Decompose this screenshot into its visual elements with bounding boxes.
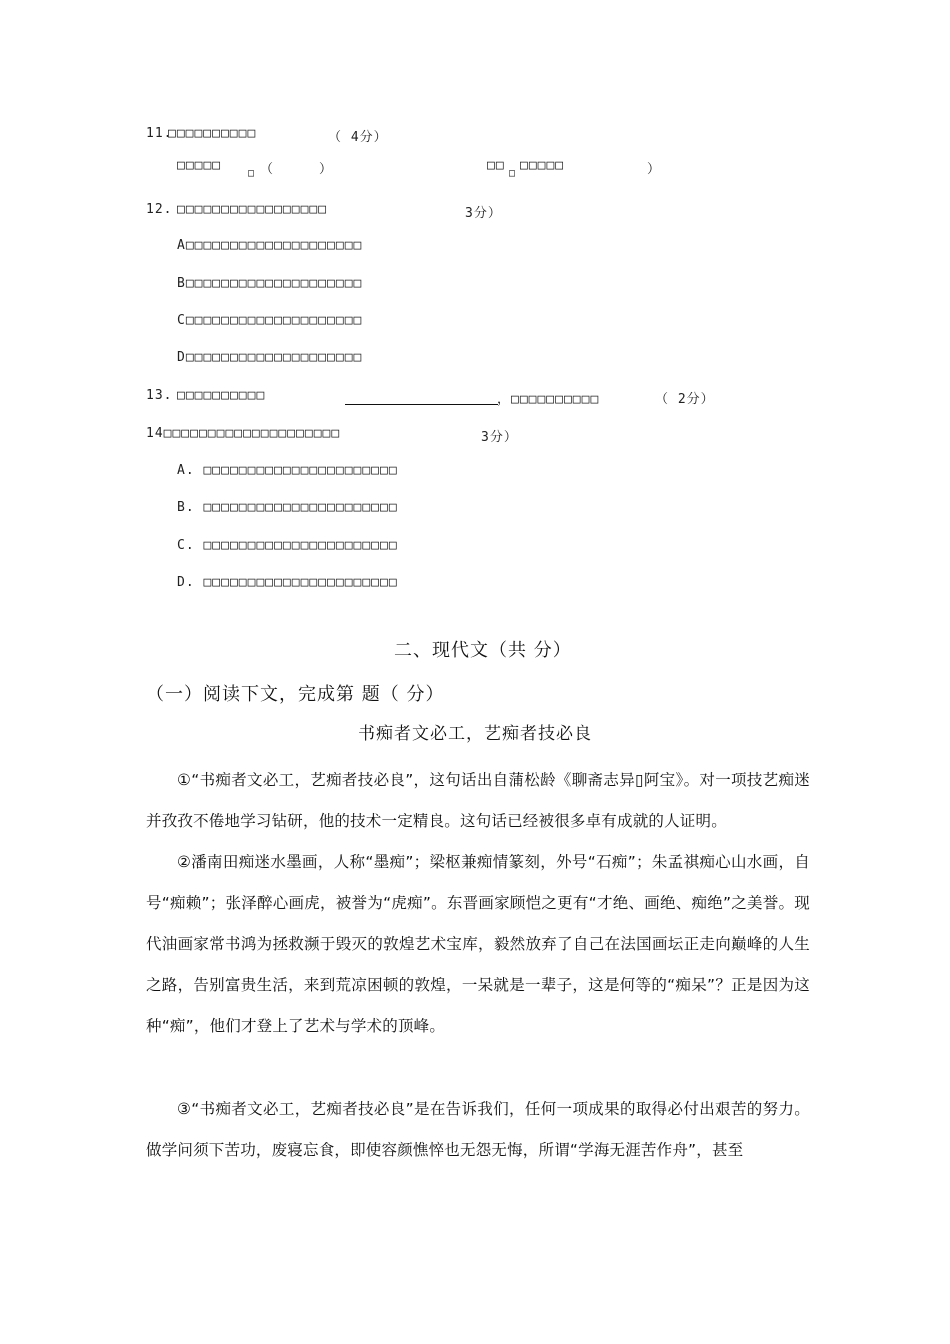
q11-line2-b: （ — [260, 162, 275, 177]
q13-stem: □□□□□□□□□□ — [177, 388, 266, 403]
q13-score: （ 2分） — [655, 392, 715, 407]
q11-line2-e: □□□□□ — [520, 158, 565, 173]
q11-stem: □□□□□□□□□□ — [168, 126, 257, 141]
q14-stem: 14□□□□□□□□□□□□□□□□□□□□ — [146, 426, 341, 441]
q12-stem: □□□□□□□□□□□□□□□□□ — [177, 202, 328, 217]
q12-option-d: D□□□□□□□□□□□□□□□□□□□□ — [177, 350, 363, 365]
article-paragraph-2: ②潘南田痴迷水墨画，人称“墨痴”；梁枢兼痴情篆刻，外号“石痴”；朱孟祺痴心山水画，自号“痴赖”；张泽醉心画虎，被誉为“虎痴”。东晋画家顾恺之更有“才绝、画绝、痴绝”之美誉。现代油画家常书鸿为拯救濒于毁灭的敦煌艺术宝库，毅然放弃了自己在法国画坛正走向巅峰的人生之路，告别富贵生活，来到荒凉困顿的敦煌，一呆就是一辈子，这是何等的“痴呆”？正是因为这种“痴”，他们才登上了艺术与学术的顶峰。 — [146, 853, 810, 1035]
q14-option-b: B. □□□□□□□□□□□□□□□□□□□□□□ — [177, 500, 398, 515]
q11-line2-mark-d: □ — [509, 168, 517, 179]
q12-number: 12. — [146, 202, 173, 217]
q12-option-b: B□□□□□□□□□□□□□□□□□□□□ — [177, 276, 363, 291]
q11-line2-mark-a: □ — [248, 168, 256, 179]
q11-line2-f: ） — [647, 162, 662, 177]
q13-number: 13. — [146, 388, 173, 403]
article-paragraph-3: ③“书痴者文必工，艺痴者技必良”是在告诉我们，任何一项成果的取得必付出艰苦的努力。做学问须下苦功，废寝忘食，即使容颜憔悴也无怨无悔，所谓“学海无涯苦作舟”，甚至 — [146, 1100, 810, 1159]
q14-option-a: A. □□□□□□□□□□□□□□□□□□□□□□ — [177, 463, 398, 478]
article-title: 书痴者文必工，艺痴者技必良 — [358, 724, 592, 744]
q11-line2-a: □□□□□ — [177, 158, 222, 173]
q11-line2-c: ） — [319, 162, 334, 177]
q13-after-blank: ，□□□□□□□□□□ — [497, 392, 600, 407]
q14-option-d: D. □□□□□□□□□□□□□□□□□□□□□□ — [177, 575, 398, 590]
q11-score: （ 4分） — [328, 130, 388, 145]
q12-option-c: C□□□□□□□□□□□□□□□□□□□□ — [177, 313, 363, 328]
article-paragraph-1: ①“书痴者文必工，艺痴者技必良”，这句话出自蒲松龄《聊斋志异▯阿宝》。对一项技艺痴迷并孜孜不倦地学习钻研，他的技术一定精良。这句话已经被很多卓有成就的人证明。 — [146, 771, 810, 830]
q14-score: 3分） — [481, 430, 518, 445]
q11-line2-d: □□ — [487, 158, 505, 173]
q12-option-a: A□□□□□□□□□□□□□□□□□□□□ — [177, 238, 363, 253]
subsection-title: （一）阅读下文，完成第 题（ 分） — [146, 684, 445, 705]
q14-option-c: C. □□□□□□□□□□□□□□□□□□□□□□ — [177, 538, 398, 553]
section-title: 二、现代文（共 分） — [394, 640, 572, 661]
q13-answer-blank[interactable] — [345, 404, 498, 405]
q12-score: 3分） — [465, 206, 502, 221]
q11-number: 11. — [146, 126, 173, 141]
